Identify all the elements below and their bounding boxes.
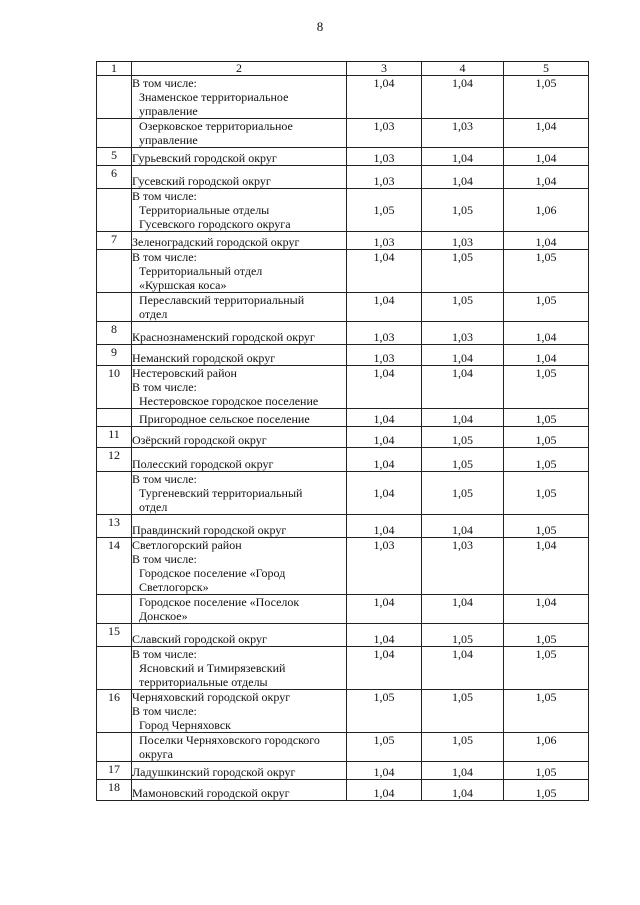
territory-name-line: Ладушкинский городской округ xyxy=(132,765,296,779)
value-col-4: 1,04 xyxy=(422,780,504,801)
territory-name xyxy=(132,733,347,762)
row-number: 9 xyxy=(97,345,132,366)
territory-name-line: территориальные отделы xyxy=(139,675,268,689)
table-row xyxy=(97,189,589,232)
row-number xyxy=(97,472,132,515)
territory-name-line: «Куршская коса» xyxy=(139,278,227,292)
row-number xyxy=(97,189,132,232)
territory-name-line: В том числе: xyxy=(132,250,197,264)
territory-name-line: Славский городской округ xyxy=(132,632,267,646)
territory-name-line: Тургеневский территориальный xyxy=(139,486,303,500)
header-col-4: 4 xyxy=(422,62,504,76)
row-number: 7 xyxy=(97,232,132,250)
value-col-3: 1,03 xyxy=(347,232,422,250)
territory-name-line: Краснознаменский городской округ xyxy=(132,330,315,344)
value-col-4: 1,03 xyxy=(422,232,504,250)
territory-name-line: Нестеровское городское поселение xyxy=(139,394,319,408)
value-col-5: 1,04 xyxy=(504,119,589,148)
table-row xyxy=(97,119,589,148)
row-number: 18 xyxy=(97,780,132,801)
row-number: 14 xyxy=(97,538,132,595)
table-body xyxy=(97,76,589,801)
value-col-3: 1,03 xyxy=(347,166,422,189)
row-number xyxy=(97,647,132,690)
row-number xyxy=(97,293,132,322)
value-col-4: 1,03 xyxy=(422,538,504,595)
value-col-4: 1,04 xyxy=(422,762,504,780)
value-col-4: 1,05 xyxy=(422,250,504,293)
value-col-3: 1,03 xyxy=(347,119,422,148)
territory-name xyxy=(132,409,347,427)
territory-name-line: Городское поселение «Город xyxy=(139,566,286,580)
territory-name-line: В том числе: xyxy=(132,76,197,90)
row-number xyxy=(97,76,132,119)
value-col-5: 1,05 xyxy=(504,515,589,538)
territory-name-line: Пригородное сельское поселение xyxy=(139,412,310,426)
territory-name xyxy=(132,166,347,189)
table-row xyxy=(97,780,589,801)
value-col-4: 1,04 xyxy=(422,345,504,366)
row-number: 16 xyxy=(97,690,132,733)
value-col-3: 1,03 xyxy=(347,322,422,345)
row-number xyxy=(97,250,132,293)
territory-name-line: отдел xyxy=(139,500,168,514)
value-col-4: 1,05 xyxy=(422,427,504,448)
territory-name xyxy=(132,293,347,322)
territory-name xyxy=(132,76,347,119)
value-col-3: 1,04 xyxy=(347,448,422,472)
value-col-4: 1,05 xyxy=(422,293,504,322)
value-col-3: 1,04 xyxy=(347,472,422,515)
territory-name-line: В том числе: xyxy=(132,472,197,486)
value-col-5: 1,04 xyxy=(504,148,589,166)
value-col-5: 1,05 xyxy=(504,690,589,733)
value-col-3: 1,04 xyxy=(347,647,422,690)
header-col-1: 1 xyxy=(97,62,132,76)
value-col-5: 1,06 xyxy=(504,189,589,232)
coefficients-table xyxy=(96,61,589,801)
territory-name-line: Озёрский городской округ xyxy=(132,433,267,447)
territory-name-line: Донское» xyxy=(139,609,188,623)
territory-name xyxy=(132,322,347,345)
territory-name-line: Знаменское территориальное xyxy=(139,90,289,104)
territory-name-line: Гусевского городского округа xyxy=(139,217,291,231)
territory-name-line: Светлогорский район xyxy=(132,538,242,552)
value-col-4: 1,03 xyxy=(422,119,504,148)
territory-name xyxy=(132,472,347,515)
row-number xyxy=(97,119,132,148)
table-row xyxy=(97,690,589,733)
table-row xyxy=(97,538,589,595)
value-col-3: 1,04 xyxy=(347,409,422,427)
table-row xyxy=(97,322,589,345)
table-row xyxy=(97,232,589,250)
row-number: 8 xyxy=(97,322,132,345)
table-row xyxy=(97,166,589,189)
value-col-3: 1,05 xyxy=(347,690,422,733)
territory-name xyxy=(132,189,347,232)
territory-name xyxy=(132,538,347,595)
header-row xyxy=(97,62,589,76)
table-row xyxy=(97,345,589,366)
row-number: 12 xyxy=(97,448,132,472)
value-col-4: 1,04 xyxy=(422,166,504,189)
value-col-4: 1,04 xyxy=(422,409,504,427)
territory-name-line: Городское поселение «Поселок xyxy=(139,595,300,609)
value-col-4: 1,04 xyxy=(422,366,504,409)
value-col-5: 1,05 xyxy=(504,780,589,801)
value-col-5: 1,04 xyxy=(504,232,589,250)
value-col-3: 1,04 xyxy=(347,780,422,801)
value-col-5: 1,05 xyxy=(504,624,589,647)
value-col-5: 1,04 xyxy=(504,345,589,366)
territory-name xyxy=(132,250,347,293)
territory-name-line: Неманский городской округ xyxy=(132,351,276,365)
table-row xyxy=(97,76,589,119)
territory-name-line: Переславский территориальный xyxy=(139,293,305,307)
territory-name-line: Светлогорск» xyxy=(139,580,209,594)
territory-name-line: В том числе: xyxy=(132,189,197,203)
header-col-3: 3 xyxy=(347,62,422,76)
territory-name-line: В том числе: xyxy=(132,647,197,661)
territory-name xyxy=(132,647,347,690)
territory-name-line: Поселки Черняховского городского xyxy=(139,733,320,747)
value-col-4: 1,04 xyxy=(422,595,504,624)
value-col-4: 1,04 xyxy=(422,148,504,166)
row-number: 13 xyxy=(97,515,132,538)
territory-name-line: В том числе: xyxy=(132,380,197,394)
territory-name-line: Нестеровский район xyxy=(132,366,237,380)
value-col-5: 1,04 xyxy=(504,166,589,189)
row-number: 11 xyxy=(97,427,132,448)
table-row xyxy=(97,595,589,624)
row-number: 5 xyxy=(97,148,132,166)
value-col-3: 1,05 xyxy=(347,733,422,762)
header-col-5: 5 xyxy=(504,62,589,76)
page-number: 8 xyxy=(316,19,324,34)
header-col-2: 2 xyxy=(132,62,347,76)
territory-name-line: управление xyxy=(139,133,198,147)
territory-name-line: управление xyxy=(139,104,198,118)
value-col-4: 1,03 xyxy=(422,322,504,345)
value-col-5: 1,05 xyxy=(504,250,589,293)
value-col-5: 1,04 xyxy=(504,322,589,345)
value-col-3: 1,04 xyxy=(347,293,422,322)
territory-name xyxy=(132,448,347,472)
table-row xyxy=(97,472,589,515)
value-col-5: 1,04 xyxy=(504,538,589,595)
value-col-3: 1,04 xyxy=(347,624,422,647)
value-col-4: 1,05 xyxy=(422,472,504,515)
table-row xyxy=(97,448,589,472)
value-col-4: 1,05 xyxy=(422,733,504,762)
table-row xyxy=(97,293,589,322)
value-col-4: 1,05 xyxy=(422,624,504,647)
territory-name xyxy=(132,232,347,250)
territory-name-line: Мамоновский городской округ xyxy=(132,786,290,800)
value-col-3: 1,03 xyxy=(347,148,422,166)
territory-name-line: отдел xyxy=(139,307,168,321)
territory-name-line: Ясновский и Тимирязевский xyxy=(139,661,286,675)
territory-name-line: Зеленоградский городской округ xyxy=(132,235,300,249)
territory-name-line: В том числе: xyxy=(132,552,197,566)
value-col-5: 1,05 xyxy=(504,76,589,119)
value-col-5: 1,05 xyxy=(504,647,589,690)
table-row xyxy=(97,409,589,427)
row-number xyxy=(97,595,132,624)
table-row xyxy=(97,148,589,166)
value-col-5: 1,05 xyxy=(504,293,589,322)
territory-name xyxy=(132,345,347,366)
territory-name-line: Город Черняховск xyxy=(139,718,232,732)
row-number: 10 xyxy=(97,366,132,409)
table-row xyxy=(97,762,589,780)
territory-name-line: Территориальный отдел xyxy=(139,264,263,278)
territory-name xyxy=(132,119,347,148)
territory-name-line: Гурьевский городской округ xyxy=(132,151,277,165)
territory-name xyxy=(132,515,347,538)
value-col-5: 1,05 xyxy=(504,762,589,780)
table-row xyxy=(97,250,589,293)
value-col-3: 1,04 xyxy=(347,762,422,780)
value-col-5: 1,05 xyxy=(504,409,589,427)
value-col-5: 1,06 xyxy=(504,733,589,762)
value-col-4: 1,04 xyxy=(422,647,504,690)
table-row xyxy=(97,427,589,448)
value-col-5: 1,05 xyxy=(504,366,589,409)
value-col-3: 1,04 xyxy=(347,515,422,538)
table-row xyxy=(97,366,589,409)
value-col-4: 1,04 xyxy=(422,515,504,538)
territory-name xyxy=(132,762,347,780)
territory-name xyxy=(132,780,347,801)
value-col-5: 1,04 xyxy=(504,595,589,624)
value-col-3: 1,04 xyxy=(347,250,422,293)
value-col-3: 1,04 xyxy=(347,76,422,119)
territory-name-line: Территориальные отделы xyxy=(139,203,270,217)
row-number: 6 xyxy=(97,166,132,189)
row-number xyxy=(97,409,132,427)
value-col-3: 1,03 xyxy=(347,538,422,595)
value-col-5: 1,05 xyxy=(504,448,589,472)
value-col-4: 1,05 xyxy=(422,690,504,733)
territory-name xyxy=(132,690,347,733)
row-number xyxy=(97,733,132,762)
table-row xyxy=(97,515,589,538)
territory-name xyxy=(132,427,347,448)
value-col-3: 1,05 xyxy=(347,189,422,232)
territory-name-line: В том числе: xyxy=(132,704,197,718)
value-col-3: 1,04 xyxy=(347,595,422,624)
value-col-4: 1,05 xyxy=(422,189,504,232)
table-row xyxy=(97,624,589,647)
territory-name-line: Черняховский городской округ xyxy=(132,690,291,704)
territory-name xyxy=(132,595,347,624)
territory-name-line: Полесский городской округ xyxy=(132,457,274,471)
value-col-4: 1,04 xyxy=(422,76,504,119)
territory-name-line: Правдинский городской округ xyxy=(132,523,287,537)
value-col-4: 1,05 xyxy=(422,448,504,472)
territory-name-line: Озерковское территориальное xyxy=(139,119,293,133)
territory-name-line: округа xyxy=(139,747,173,761)
row-number: 17 xyxy=(97,762,132,780)
row-number: 15 xyxy=(97,624,132,647)
territory-name xyxy=(132,366,347,409)
table-row xyxy=(97,647,589,690)
value-col-5: 1,05 xyxy=(504,427,589,448)
value-col-3: 1,04 xyxy=(347,427,422,448)
territory-name xyxy=(132,624,347,647)
territory-name-line: Гусевский городской округ xyxy=(132,174,271,188)
value-col-3: 1,04 xyxy=(347,366,422,409)
territory-name xyxy=(132,148,347,166)
value-col-5: 1,05 xyxy=(504,472,589,515)
value-col-3: 1,03 xyxy=(347,345,422,366)
table-row xyxy=(97,733,589,762)
